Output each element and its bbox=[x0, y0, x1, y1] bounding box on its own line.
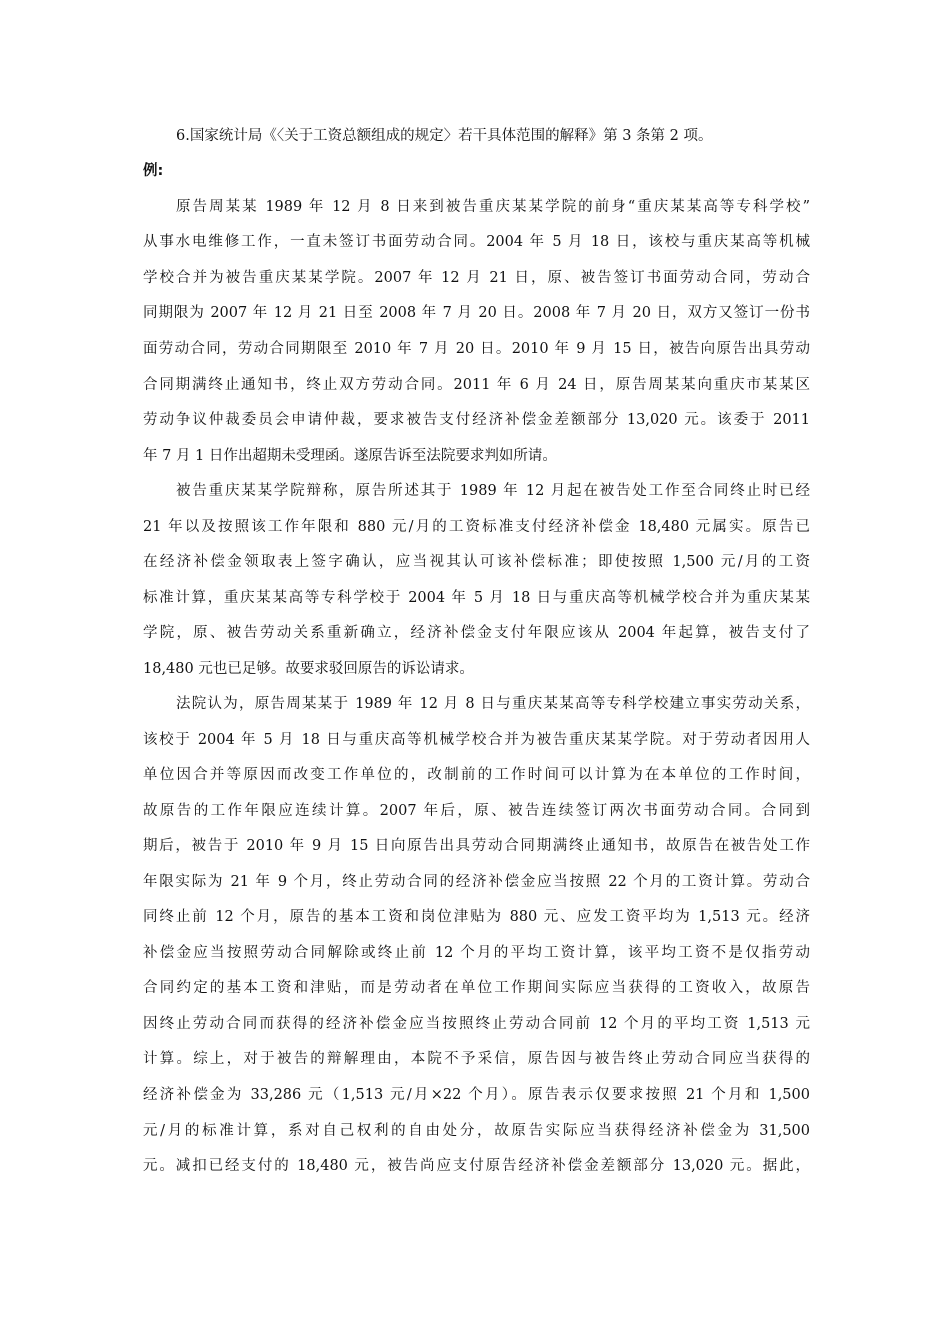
paragraph-line: 单位因合并等原因而改变工作单位的，改制前的工作时间可以计算为在本单位的工作时间， bbox=[143, 767, 810, 783]
example-label: 例: bbox=[143, 163, 164, 179]
paragraph-line: 原告周某某 1989 年 12 月 8 日来到被告重庆某某学院的前身“重庆某某高等专科学校” bbox=[176, 199, 810, 215]
paragraph-line: 故原告的工作年限应连续计算。2007 年后，原、被告连续签订两次书面劳动合同。合同到 bbox=[143, 803, 810, 819]
paragraph-line: 在经济补偿金领取表上签字确认，应当视其认可该补偿标准；即使按照 1,500 元/月的工资 bbox=[143, 554, 810, 570]
paragraph-line: 年限实际为 21 年 9 个月，终止劳动合同的经济补偿金应当按照 22 个月的工资计算。劳动合 bbox=[143, 874, 810, 890]
paragraph-line: 计算。综上，对于被告的辩解理由，本院不予采信，原告因与被告终止劳动合同应当获得的 bbox=[143, 1051, 810, 1067]
paragraph-line: 标准计算，重庆某某高等专科学校于 2004 年 5 月 18 日与重庆高等机械学校合并为重庆某某 bbox=[143, 590, 810, 606]
paragraph-line: 补偿金应当按照劳动合同解除或终止前 12 个月的平均工资计算，该平均工资不是仅指劳动 bbox=[143, 945, 810, 961]
paragraph-line: 劳动争议仲裁委员会申请仲裁，要求被告支付经济补偿金差额部分 13,020 元。该委于 2011 bbox=[143, 412, 810, 428]
paragraph-line: 18,480 元也已足够。故要求驳回原告的诉讼请求。 bbox=[143, 661, 474, 677]
paragraph-line: 该校于 2004 年 5 月 18 日与重庆高等机械学校合并为被告重庆某某学院。对于劳动者因用人 bbox=[143, 732, 810, 748]
paragraph-line: 元/月的标准计算，系对自己权利的自由处分，故原告实际应当获得经济补偿金为 31,500 bbox=[143, 1123, 810, 1139]
reference-line: 6.国家统计局《〈关于工资总额组成的规定〉若干具体范围的解释》第 3 条第 2 项。 bbox=[176, 128, 713, 144]
paragraph-line: 被告重庆某某学院辩称，原告所述其于 1989 年 12 月起在被告处工作至合同终止时已经 bbox=[176, 483, 810, 499]
paragraph-line: 同期限为 2007 年 12 月 21 日至 2008 年 7 月 20 日。2008 年 7 月 20 日，双方又签订一份书 bbox=[143, 305, 810, 321]
paragraph-line: 21 年以及按照该工作年限和 880 元/月的工资标准支付经济补偿金 18,480 元属实。原告已 bbox=[143, 519, 810, 535]
paragraph-line: 期后，被告于 2010 年 9 月 15 日向原告出具劳动合同期满终止通知书，故原告在被告处工作 bbox=[143, 838, 810, 854]
paragraph-line: 学院，原、被告劳动关系重新确立，经济补偿金支付年限应该从 2004 年起算，被告支付了 bbox=[143, 625, 810, 641]
paragraph-line: 元。减扣已经支付的 18,480 元，被告尚应支付原告经济补偿金差额部分 13,020 元。据此， bbox=[143, 1158, 810, 1174]
paragraph-line: 合同约定的基本工资和津贴，而是劳动者在单位工作期间实际应当获得的工资收入，故原告 bbox=[143, 980, 810, 996]
paragraph-line: 经济补偿金为 33,286 元（1,513 元/月×22 个月）。原告表示仅要求按照 21 个月和 1,500 bbox=[143, 1087, 810, 1103]
paragraph-line: 学校合并为被告重庆某某学院。2007 年 12 月 21 日，原、被告签订书面劳动合同，劳动合 bbox=[143, 270, 810, 286]
paragraph-line: 合同期满终止通知书，终止双方劳动合同。2011 年 6 月 24 日，原告周某某向重庆市某某区 bbox=[143, 377, 810, 393]
paragraph-line: 面劳动合同，劳动合同期限至 2010 年 7 月 20 日。2010 年 9 月 15 日，被告向原告出具劳动 bbox=[143, 341, 810, 357]
paragraph-line: 法院认为，原告周某某于 1989 年 12 月 8 日与重庆某某高等专科学校建立事实劳动关系， bbox=[176, 696, 810, 712]
paragraph-line: 因终止劳动合同而获得的经济补偿金应当按照终止劳动合同前 12 个月的平均工资 1,513 元 bbox=[143, 1016, 810, 1032]
paragraph-line: 同终止前 12 个月，原告的基本工资和岗位津贴为 880 元、应发工资平均为 1,513 元。经济 bbox=[143, 909, 810, 925]
paragraph-line: 从事水电维修工作，一直未签订书面劳动合同。2004 年 5 月 18 日，该校与重庆某高等机械 bbox=[143, 234, 810, 250]
paragraph-line: 年 7 月 1 日作出超期未受理函。遂原告诉至法院要求判如所请。 bbox=[143, 448, 557, 464]
